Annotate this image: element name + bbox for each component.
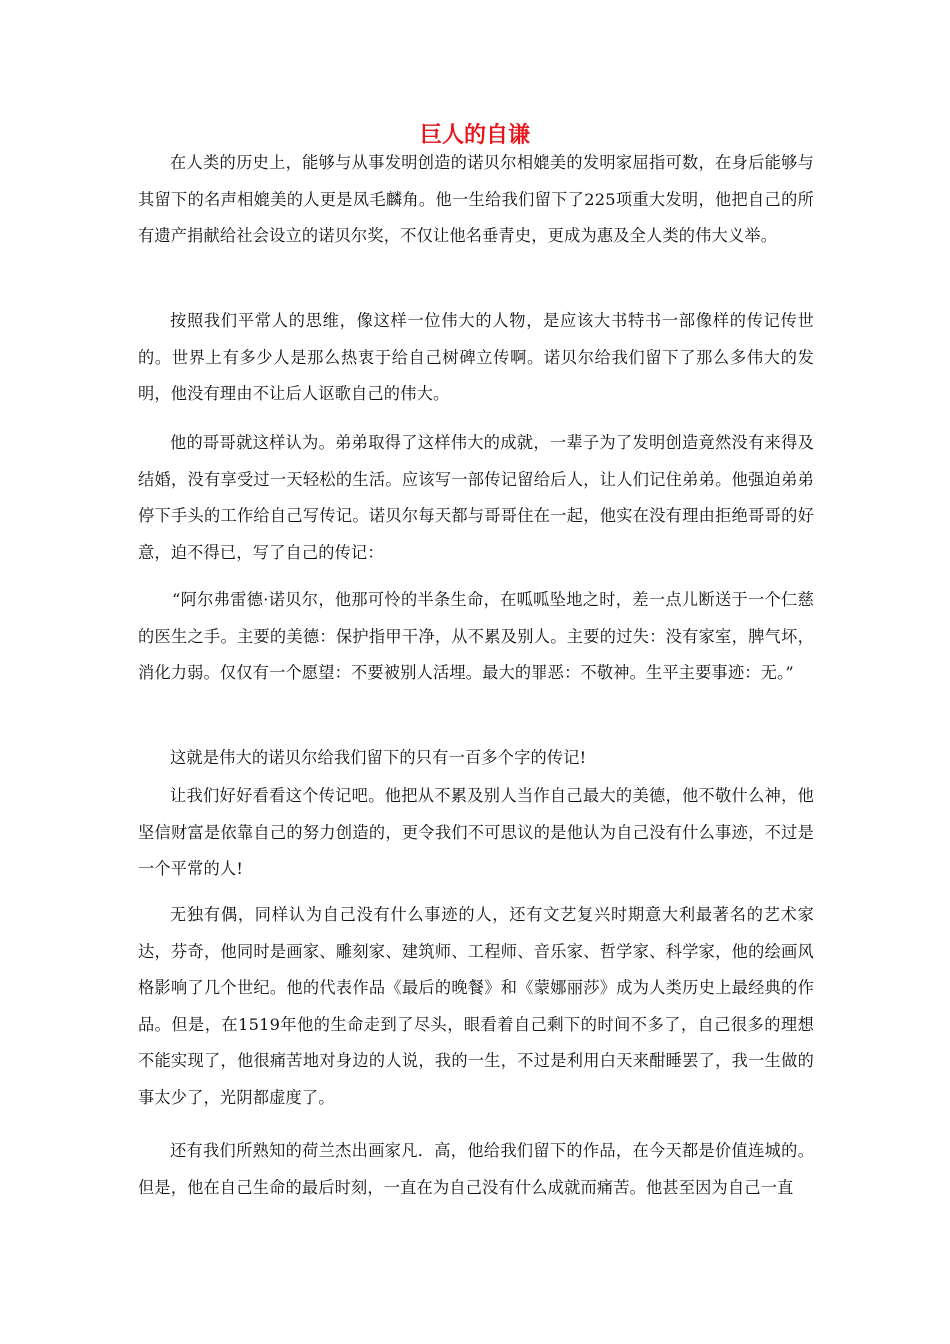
paragraph-6: 让我们好好看看这个传记吧。他把从不累及别人当作自己最大的美德，他不敬什么神，他坚信财富是依靠自己的努力创造的，更令我们不可思议的是他认为自己没有什么事迹，不过是一个平常的人! [138,786,814,878]
document-title: 巨人的自谦 [419,123,530,148]
paragraph-3: 他的哥哥就这样认为。弟弟取得了这样伟大的成就，一辈子为了发明创造竟然没有来得及结婚，没有享受过一天轻松的生活。应该写一部传记留给后人，让人们记住弟弟。他强迫弟弟停下手头的工作给自己写传记。诺贝尔每天都与哥哥住在一起，他实在没有理由拒绝哥哥的好意，迫不得已，写了自己的传记： [138,433,814,562]
paragraph-8: 还有我们所熟知的荷兰杰出画家凡．高，他给我们留下的作品，在今天都是价值连城的。但是，他在自己生命的最后时刻，一直在为自己没有什么成就而痛苦。他甚至因为自己一直 [138,1141,814,1197]
paragraph-2: 按照我们平常人的思维，像这样一位伟大的人物，是应该大书特书一部像样的传记传世的。世界上有多少人是那么热衷于给自己树碑立传啊。诺贝尔给我们留下了那么多伟大的发明，他没有理由不让后人讴歌自己的伟大。 [138,311,814,403]
paragraph-7: 无独有偶，同样认为自己没有什么事迹的人，还有文艺复兴时期意大利最著名的艺术家达，芬奇，他同时是画家、雕刻家、建筑师、工程师、音乐家、哲学家、科学家，他的绘画风格影响了几个世纪。他的代表作品《最后的晚餐》和《蒙娜丽莎》成为人类历史上最经典的作品。但是，在1519年他的生命走到了尽头，眼看着自己剩下的时间不多了，自己很多的理想不能实现了，他很痛苦地对身边的人说，我的一生，不过是利用白天来酣睡罢了，我一生做的事太少了，光阴都虚度了。 [138,905,814,1107]
paragraph-5: 这就是伟大的诺贝尔给我们留下的只有一百多个字的传记! [170,748,587,767]
paragraph-1: 在人类的历史上，能够与从事发明创造的诺贝尔相媲美的发明家屈指可数，在身后能够与其留下的名声相媲美的人更是凤毛麟角。他一生给我们留下了225项重大发明，他把自己的所有遗产捐献给社会设立的诺贝尔奖，不仅让他名垂青史，更成为惠及全人类的伟大义举。 [138,153,814,245]
paragraph-biography-quote: “阿尔弗雷德·诺贝尔，他那可怜的半条生命，在呱呱坠地之时，差一点儿断送于一个仁慈的医生之手。主要的美德：保护指甲干净，从不累及别人。主要的过失：没有家室，脾气坏，消化力弱。仅仅有一个愿望：不要被别人活埋。最大的罪恶：不敬神。生平主要事迹：无。” [138,590,814,682]
